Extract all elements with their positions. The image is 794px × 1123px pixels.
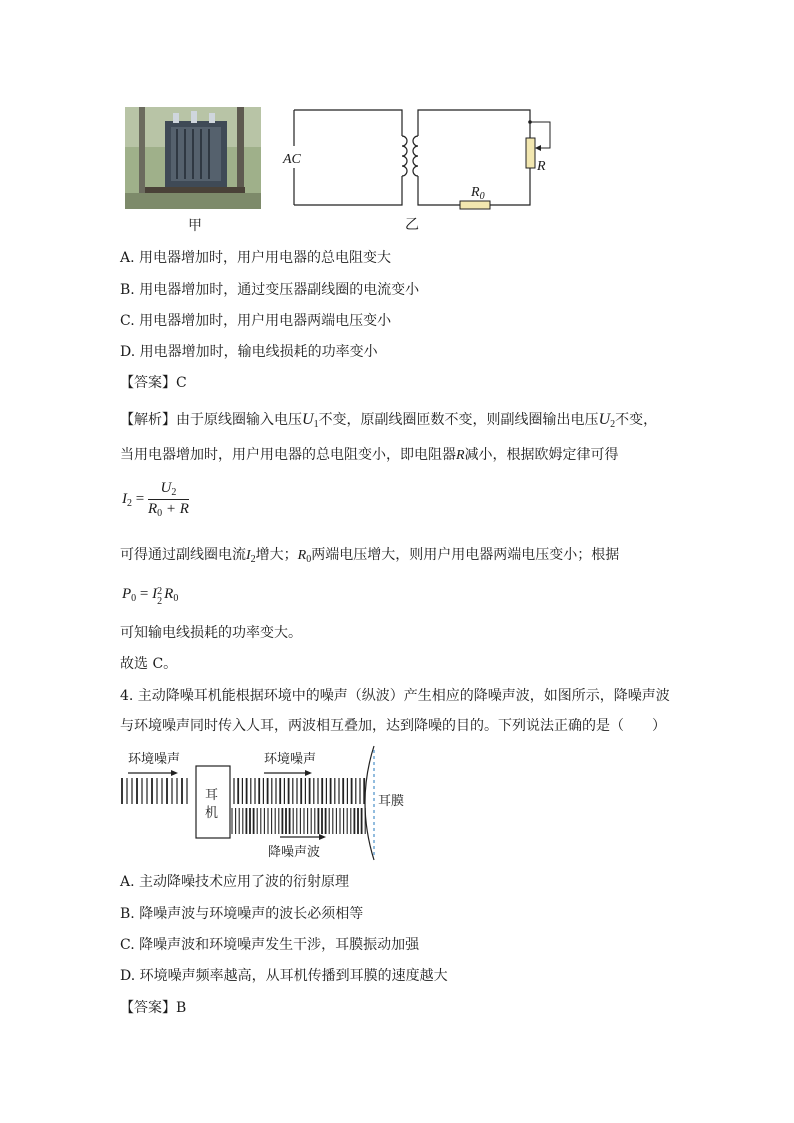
circuit-diagram (282, 100, 562, 218)
label-anti-noise: 降噪声波 (268, 845, 321, 860)
arrow-noise-left (171, 770, 178, 776)
q3-answer: 【答案】C (120, 375, 187, 391)
analysis-line-5: 故选 C。 (120, 656, 178, 672)
analysis-line-3: 可得通过副线圈电流$I_2$增大；$R_0$两端电压增大，则用户用电器两端电压变小；根据 (120, 547, 620, 565)
label-noise-left: 环境噪声 (128, 752, 181, 767)
arrow-anti-noise (319, 834, 326, 840)
photo-caption: 甲 (188, 218, 202, 234)
q4-option-c: C. 降噪声波和环境噪声发生干涉，耳膜振动加强 (120, 937, 420, 953)
r-rheostat (526, 138, 535, 168)
q4-option-b: B. 降噪声波与环境噪声的波长必须相等 (120, 906, 364, 922)
analysis-line-2: 当用电器增加时，用户用电器的总电阻变小，即电阻器R减小，根据欧姆定律可得 (120, 447, 619, 463)
r0-label: $R_0$ (471, 185, 485, 202)
q4-option-d: D. 环境噪声频率越高，从耳机传播到耳膜的速度越大 (120, 968, 448, 984)
arrow-noise-right (305, 770, 312, 776)
q4-option-a: A. 主动降噪技术应用了波的衍射原理 (120, 874, 350, 890)
analysis-line-1: 【解析】由于原线圈输入电压$U_1$不变，原副线圈匝数不变，则副线圈输出电压$U_2$不变， (120, 411, 658, 430)
circuit-caption: 乙 (405, 217, 419, 233)
q3-option-d: D. 用电器增加时，输电线损耗的功率变小 (120, 344, 378, 360)
analysis-line-4: 可知输电线损耗的功率变大。 (120, 625, 302, 641)
label-earphone-2: 机 (205, 806, 219, 821)
label-eardrum: 耳膜 (378, 794, 405, 809)
ac-label: AC (283, 152, 301, 167)
q4-stem-1: 4. 主动降噪耳机能根据环境中的噪声（纵波）产生相应的降噪声波，如图所示，降噪声波 (120, 688, 670, 704)
q4-stem-2: 与环境噪声同时传入人耳，两波相互叠加，达到降噪的目的。下列说法正确的是（ ） (120, 718, 666, 734)
q4-answer: 【答案】B (120, 1000, 187, 1016)
q3-option-c: C. 用电器增加时，用户用电器两端电压变小 (120, 313, 392, 329)
q3-option-a: A. 用电器增加时，用户用电器的总电阻变大 (120, 250, 392, 266)
q3-option-b: B. 用电器增加时，通过变压器副线圈的电流变小 (120, 282, 420, 298)
label-noise-right: 环境噪声 (264, 752, 317, 767)
wave-lines (122, 778, 365, 834)
equation-power: $P_0 = I$ 2 2 $R_0$ (122, 586, 179, 607)
label-earphone-1: 耳 (205, 788, 219, 803)
transformer-photo (125, 107, 261, 209)
eardrum-curve (365, 746, 374, 860)
equation-ohm: $I_2$ = $\frac{U_2}{R_0 + R}$ (122, 480, 189, 519)
r-label: R (537, 159, 546, 174)
